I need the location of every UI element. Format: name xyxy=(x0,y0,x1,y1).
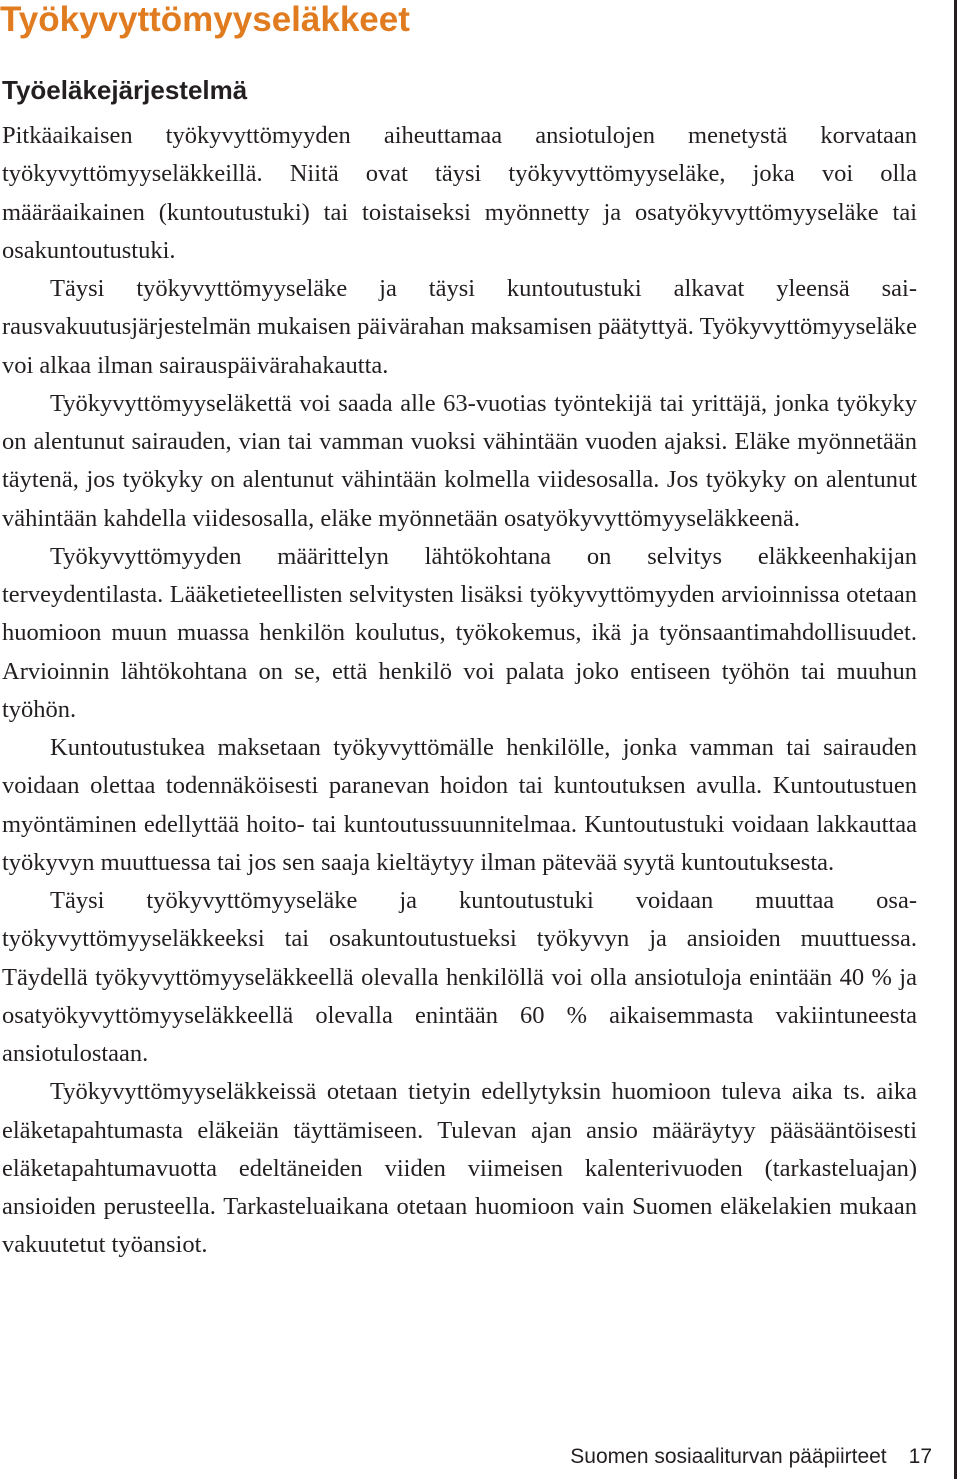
paragraph-start-of-pension: Täysi työkyvyttömyyseläke ja täysi kuntoutustuki alkavat yleensä sairausvakuutusjärjestelmän mukaisen päivärahan maksamisen päätyttyä. Työkyvyttömyyseläke voi alkaa ilman sairauspäivärahakautta. xyxy=(2,275,917,379)
page-footer xyxy=(570,1442,932,1472)
section-heading: Työeläkejärjestelmä xyxy=(2,75,248,105)
paragraph-conversion: Täysi työkyvyttömyyseläke ja kuntoutustuki voidaan muuttaa osatyökyvyttömyyseläkkeeksi tai osakuntoutustueksi työkyvyn ja ansioiden muuttuessa. Täydellä työkyvyttömyyseläkkeellä olevalla henkilöllä voi olla ansiotuloja enintään 40 % ja osatyökyvyttömyyseläkkeellä olevalla enintään 60 % aikaisemmasta vakiintuneesta ansiotulostaan. xyxy=(2,887,917,1067)
paragraph-assessment: Työkyvyttömyyden määrittelyn lähtökohtana on selvitys eläkkeenhakijan terveydentilasta. Lääketieteellisten selvitysten lisäksi työkyvyttömyyden arvioinnissa otetaan huomioon muun muassa henkilön koulutus, työkokemus, ikä ja työnsaantimahdollisuudet. Arvioinnin lähtökohtana on se, että henkilö voi palata joko entiseen työhön tai muuhun työhön. xyxy=(2,542,917,723)
page-title: Työkyvyttömyyseläkkeet xyxy=(0,0,410,39)
paragraph-rehabilitation-allowance: Kuntoutustukea maksetaan työkyvyttömälle henkilölle, jonka vamman tai sairauden voidaan olettaa todennäköisesti paranevan hoidon tai kuntoutuksen avulla. Kuntoutustuen myöntäminen edellyttää hoito- tai kuntoutussuunnitelmaa. Kuntoutustuki voidaan lakkauttaa työkyvyn muuttuessa tai jos sen saaja kieltäytyy ilman pätevää syytä kuntoutuksesta. xyxy=(2,734,917,876)
margin-rule xyxy=(954,0,957,1479)
paragraph-eligibility: Työkyvyttömyyseläkettä voi saada alle 63-vuotias työntekijä tai yrittäjä, jonka työkyky on alentunut sairauden, vian tai vamman vuoksi vähintään vuoden ajaksi. Eläke myönnetään täytenä, jos työkyky on alentunut vähintään kolmella viidesosalla. Jos työkyky on alentunut vähintään kahdella viidesosalla, eläke myönnetään osatyökyvyttömyyseläkkeenä. xyxy=(2,389,917,532)
page-number: 17 xyxy=(908,1445,932,1468)
paragraph-future-time: Työkyvyttömyyseläkkeissä otetaan tietyin edellytyksin huomioon tuleva aika ts. aika eläketapahtumasta eläkeiän täyttämiseen. Tulevan ajan ansio määräytyy pääsääntöisesti eläketapahtumavuotta edeltäneiden viiden viimeisen kalenterivuoden (tarkasteluajan) ansioiden perusteella. Tarkasteluaikana otetaan huomioon vain Suomen eläkelakien mukaan vakuutetut työansiot. xyxy=(2,1078,917,1259)
paragraph-intro: Pitkäaikaisen työkyvyttömyyden aiheuttamaa ansiotulojen menetystä korvataan työkyvyttömyyseläkkeillä. Niitä ovat täysi työkyvyttömyyseläke, joka voi olla määräaikainen (kuntoutustuki) tai toistaiseksi myönnetty ja osatyökyvyttömyyseläke tai osakuntoutustuki. xyxy=(2,122,917,264)
body-text xyxy=(2,117,917,1265)
footer-book-title: Suomen sosiaaliturvan pääpiirteet xyxy=(570,1445,887,1468)
